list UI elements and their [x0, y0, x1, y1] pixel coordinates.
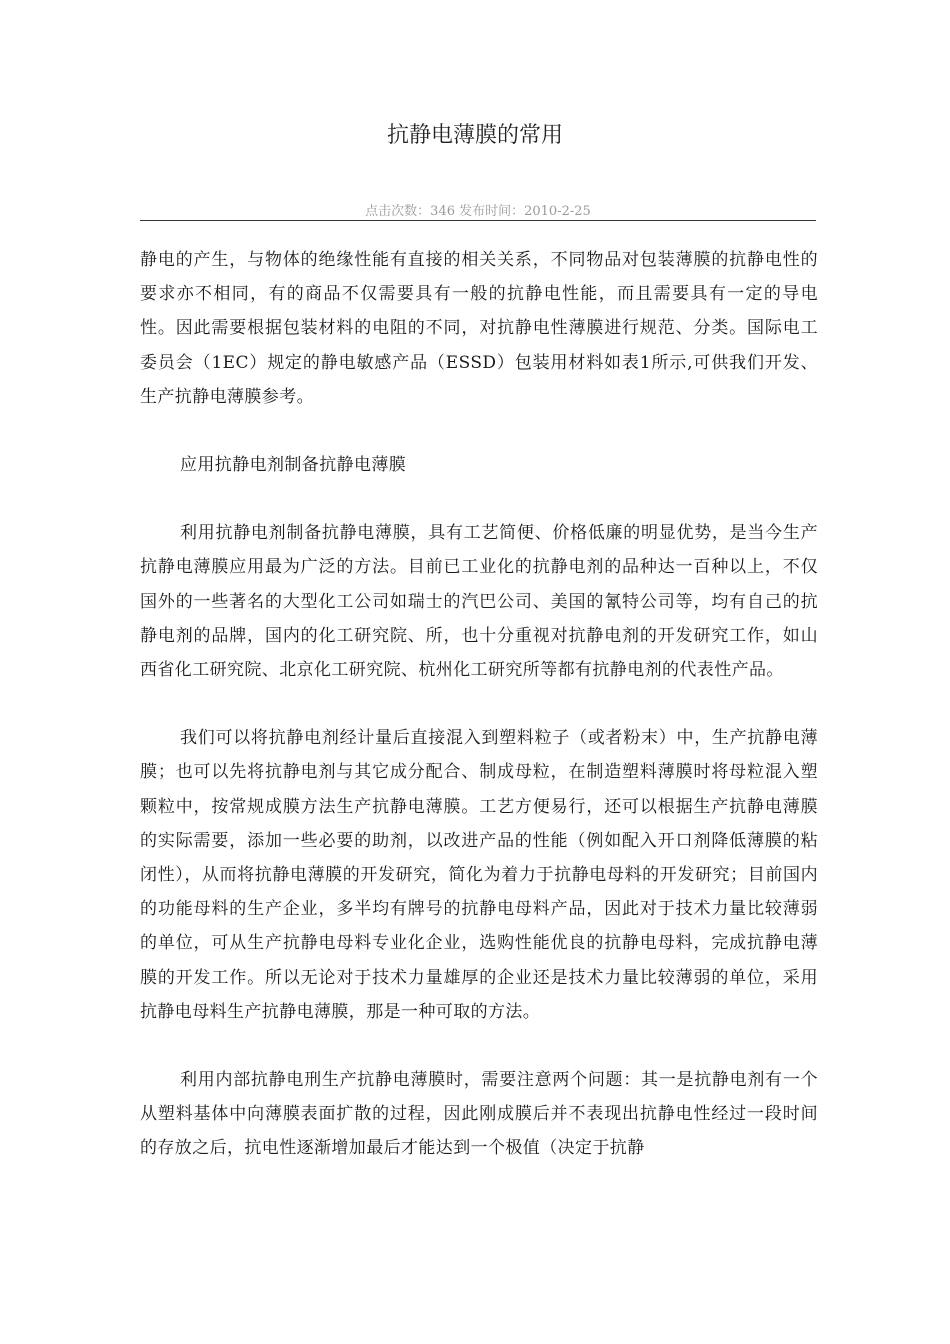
meta-bar [140, 201, 816, 223]
paragraph-notes: 利用内部抗静电刑生产抗静电薄膜时，需要注意两个问题：其一是抗静电剂有一个从塑料基体中向薄膜表面扩散的过程，因此刚成膜后并不表现出抗静电性经过一段时间的存放之后，抗电性逐渐增加最后才能达到一个极值（决定于抗静 [140, 1070, 818, 1159]
article-body [140, 243, 818, 1166]
paragraph-intro: 静电的产生，与物体的绝缘性能有直接的相关关系，不同物品对包装薄膜的抗静电性的要求亦不相同，有的商品不仅需要具有一般的抗静电性能，而且需要具有一定的导电性。因此需要根据包装材料的电阻的不同，对抗静电性薄膜进行规范、分类。国际电工委员会（1EC）规定的静电敏感产品（ESSD）包装用材料如表1所示,可供我们开发、生产抗静电薄膜参考。 [140, 250, 818, 407]
section-heading: 应用抗静电剂制备抗静电薄膜 [180, 455, 407, 476]
meta-info: 点击次数：346 发布时间：2010-2-25 [365, 204, 591, 219]
document-title: 抗静电薄膜的常用 [386, 123, 563, 148]
paragraph-masterbatch: 我们可以将抗静电剂经计量后直接混入到塑料粒子（或者粉末）中，生产抗静电薄膜；也可以先将抗静电剂与其它成分配合、制成母粒，在制造塑料薄膜时将母粒混入塑颗粒中，按常规成膜方法生产抗静电薄膜。工艺方便易行，还可以根据生产抗静电薄膜的实际需要，添加一些必要的助剂，以改进产品的性能（例如配入开口剂降低薄膜的粘闭性），从而将抗静电薄膜的开发研究，简化为着力于抗静电母料的开发研究；目前国内的功能母料的生产企业，多半均有牌号的抗静电母料产品，因此对于技术力量比较薄弱的单位，可从生产抗静电母料专业化企业，选购性能优良的抗静电母料，完成抗静电薄膜的开发工作。所以无论对于技术力量雄厚的企业还是技术力量比较薄弱的单位，采用抗静电母料生产抗静电薄膜，那是一种可取的方法。 [140, 728, 818, 1022]
header-divider [140, 220, 816, 221]
paragraph-method: 利用抗静电剂制备抗静电薄膜，具有工艺简便、价格低廉的明显优势，是当今生产抗静电薄膜应用最为广泛的方法。目前已工业化的抗静电剂的品种达一百种以上，不仅国外的一些著名的大型化工公司如瑞士的汽巴公司、美国的氰特公司等，均有自己的抗静电剂的品牌，国内的化工研究院、所，也十分重视对抗静电剂的开发研究工作，如山西省化工研究院、北京化工研究院、杭州化工研究所等都有抗静电剂的代表性产品。 [140, 523, 818, 681]
